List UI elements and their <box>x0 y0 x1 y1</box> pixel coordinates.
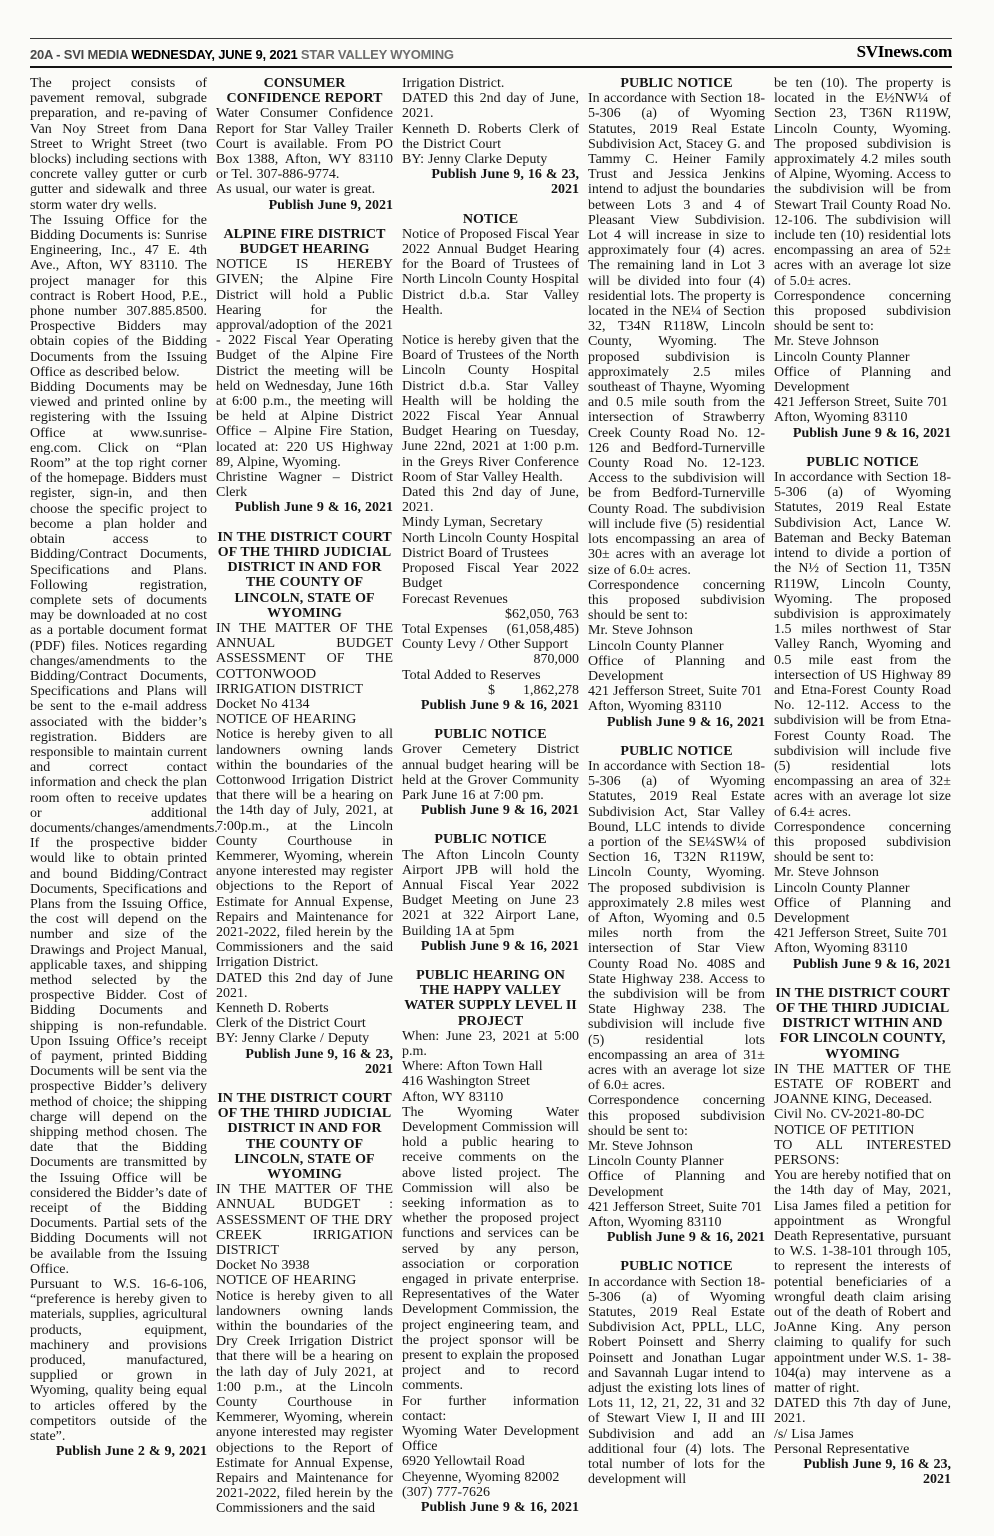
notice-paragraph: In accordance with Section 18-5-306 (a) of Wyoming Statutes, 2019 Real Estate Subdivision Act, Star Valley Bound, LLC intends to divide a portion of the SE¼SW¼ of Section 16, T32N R119W, Lincoln County, Wyoming. The proposed subdivision is approximately 2.8 miles west of Afton, Wyoming and 0.5 miles north from the intersection of Star View County Road No. 408S and State Highway 238. Access to the subdivision will be from State Highway 238. The subdivision will include five (5) residential lots encompassing an area of 31± acres with an average lot size of 6.0± acres. <box>588 758 765 1094</box>
notice-paragraph: Docket No 3938 <box>216 1258 310 1274</box>
notice-paragraph: Forecast Revenues <box>402 591 508 607</box>
notice-paragraph: Kenneth D. Roberts Clerk of the District Court <box>402 121 579 152</box>
notice-paragraph: Dated this 2nd day of June, 2021. <box>402 485 579 516</box>
column-2 <box>216 76 393 1526</box>
notice-paragraph: The Afton Lincoln County Airport JPB will hold the Annual Fiscal Year 2022 Budget Meeting on June 23 2021 at 322 Airport Lane, Building 1A at 5pm <box>402 847 579 939</box>
publish-line: Publish June 9 & 16, 2021 <box>606 714 765 730</box>
notice-paragraph: BY: Jenny Clarke / Deputy <box>216 1031 370 1047</box>
notice-heading: IN THE DISTRICT COURT OF THE THIRD JUDICIAL DISTRICT WITHIN AND FOR LINCOLN COUNTY, WYOMING <box>775 985 950 1062</box>
notice-paragraph: Civil No. CV-2021-80-DC <box>774 1107 925 1123</box>
notice-paragraph: Notice is hereby given to all landowners owning lands within the boundaries of the Cottonwood Irrigation District that there will be a hearing on the 14th day of July, 2021, at 7:00p.m., at the Lincoln County Courthouse in Kemmerer, Wyoming, wherein anyone interested may register objections to the Report of Estimate for Annual Expense, Repairs and Maintenance for 2021-2022, filed herein by the Commissioners and the said Irrigation District. <box>216 727 393 971</box>
notice-heading: CONSUMER CONFIDENCE REPORT <box>226 76 383 107</box>
notice-paragraph: The project consists of pavement removal, subgrade preparation, and re-paving of Van Noy Street from Dana Street to Wright Street (two blocks) including sections with concrete valley gutter or curb gutter and sidewalk and three storm water dry wells. <box>30 76 207 213</box>
notice-paragraph: 421 Jefferson Street, Suite 701 <box>588 684 762 700</box>
notice-paragraph: NOTICE OF PETITION <box>774 1122 915 1138</box>
notice-paragraph: In accordance with Section 18-5-306 (a) of Wyoming Statutes, 2019 Real Estate Subdivision Act, PPLL, LLC, Robert Poinsett and Sherry Poinsett and Jonathan Lugar and Savannah Lugar intend to adjust the existing lots lines of Lots 11, 12, 21, 22, 31 and 32 of Stewart View I, II and III Subdivision and add an additional four (4) lots. The total number of lots for the development will <box>588 1274 765 1488</box>
notice-paragraph: Grover Cemetery District annual budget hearing will be held at the Grover Community Park June 16 at 7:00 pm. <box>402 742 579 803</box>
notice-paragraph: 421 Jefferson Street, Suite 701 <box>774 926 948 942</box>
notice-paragraph: Lincoln County Planner <box>588 1154 724 1170</box>
notice-paragraph: 6920 Yellowtail Road <box>402 1454 525 1470</box>
notice-paragraph: IN THE MATTER OF THE ANNUAL BUDGET : ASSESSMENT OF THE DRY CREEK IRRIGATION DISTRICT <box>216 1182 393 1259</box>
spacer <box>402 318 579 333</box>
notice-paragraph: Correspondence concerning this proposed subdivision should be sent to: <box>774 819 951 866</box>
notice-heading: PUBLIC NOTICE <box>806 454 919 470</box>
notice-paragraph: Correspondence concerning this proposed subdivision should be sent to: <box>774 288 951 335</box>
notice-paragraph: TO ALL INTERESTED PERSONS: <box>774 1137 951 1169</box>
notice-paragraph: Afton, Wyoming 83110 <box>774 410 908 426</box>
notice-paragraph: Lincoln County Planner <box>774 880 910 896</box>
notice-paragraph: Mr. Steve Johnson <box>588 623 693 639</box>
publish-line: Publish June 9, 16 & 23, 2021 <box>431 167 579 198</box>
notice-paragraph: The Issuing Office for the Bidding Documents is: Sunrise Engineering, Inc., 47 E. 4th Ave., Afton, WY 83110. The project manager for this contract is Robert Hood, P.E., phone number 307.885.8500. Prospective Bidders may obtain copies of the Bidding Documents from the Issuing Office as described below. <box>30 212 207 380</box>
notice-paragraph: DATED this 7th day of June, 2021. <box>774 1396 951 1427</box>
notice-paragraph: IN THE MATTER OF THE ESTATE OF ROBERT and JOANNE KING, Deceased. <box>774 1061 951 1108</box>
notice-paragraph: Notice is hereby given to all landowners owning lands within the boundaries of the Dry Creek Irrigation District that there will be a hearing on the lath day of July 2021, at 1:00 p.m., at the Lincoln County Courthouse in Kemmerer, Wyoming, wherein anyone interested may register objections to the Report of Estimate for Annual Expense, Repairs and Maintenance for 2021-2022, filed herein by the Commissioners and the said <box>216 1288 393 1517</box>
column-4 <box>588 76 765 1526</box>
notice-paragraph: For further information contact: <box>402 1393 579 1424</box>
notice-paragraph: When: June 23, 2021 at 5:00 p.m. <box>402 1028 579 1059</box>
notice-paragraph: Notice is hereby given that the Board of Trustees of the North Lincoln County Hospital District d.b.a. Star Valley Health will be holding the 2022 Fiscal Year Annual Budget Hearing on Tuesday, June 22nd, 2021 at 1:00 p.m. in the Greys River Conference Room of Star Valley Health. <box>402 333 579 485</box>
notice-paragraph: Office of Planning and Development <box>774 364 951 396</box>
publish-line: Publish June 9 & 16, 2021 <box>420 803 579 819</box>
masthead-left <box>30 47 454 62</box>
notice-paragraph: Christine Wagner – District Clerk <box>216 470 393 501</box>
notice-paragraph: Lincoln County Planner <box>774 349 910 365</box>
notice-paragraph: Water Consumer Confidence Report for Star Valley Trailer Court is available. From PO Box 1388, Afton, WY 83110 or Tel. 307-886-9774. <box>216 106 393 183</box>
notice-paragraph: 421 Jefferson Street, Suite 701 <box>588 1199 762 1215</box>
notice-paragraph: Personal Representative <box>774 1441 910 1457</box>
notice-paragraph: Lincoln County Planner <box>588 638 724 654</box>
notice-paragraph: 416 Washington Street <box>402 1074 530 1090</box>
masthead-date: WEDNESDAY, JUNE 9, 2021 <box>131 47 301 62</box>
notice-paragraph: Office of Planning and Development <box>588 1169 765 1200</box>
notice-paragraph: DATED this 2nd day of June 2021. <box>216 970 393 1001</box>
notice-paragraph: In accordance with Section 18-5-306 (a) of Wyoming Statutes, 2019 Real Estate Subdivision Act, Stacey G. and Tammy C. Heiner Family Trust and Jessica Jenkins intend to adjust the boundaries between Lots 3 and 4 of Pleasant View Subdivision. Lot 4 will increase in size to approximately four (4) acres. The remaining land in Lot 3 will be divided into four (4) residential lots. The property is located in the NE¼ of Section 32, T34N R118W, Lincoln County, Wyoming. The proposed subdivision is approximately 2.5 miles southeast of Thayne, Wyoming and 0.5 mile south from the intersection of Strawberry Creek County Road No. 12-126 and Bedford-Turnerville County Road No. 12-123. Access to the subdivision will be from Bedford-Turnerville County Road. The subdivision will include five (5) residential lots encompassing an area of 30± acres with an average lot size of 6.0± acres. <box>588 91 765 578</box>
publish-line: Publish June 2 & 9, 2021 <box>55 1444 207 1460</box>
publish-line: Publish June 9 & 16, 2021 <box>792 956 951 972</box>
notice-paragraph: Mr. Steve Johnson <box>774 865 879 881</box>
notice-paragraph: Afton, Wyoming 83110 <box>774 941 908 957</box>
notice-paragraph: Bidding Documents may be viewed and printed online by registering with the Issuing Office at www.sunrise-eng.com. Click on “Plan Room” at the top right corner of the homepage. Bidders must register, sign-in, and then choose the specific project to become a plan holder and obtain access to Bidding/Contract Documents, Specifications and Plans. Following registration, complete sets of documents may be downloaded at no cost as a portable document format (PDF) files. Notices regarding changes/amendments to the Bidding/Contract Documents, Specifications and Plans will be sent to the e-mail address associated with the bidder’s registration. Bidders are responsible to maintain current and correct contact information and check the plan room often to receive updates or additional documents/changes/amendments. If the prospective bidder would like to obtain printed and bound Bidding/Contract Documents, Specifications and Plans from the Issuing Office, the cost will depend on the number and size of the Drawings and Project Manual, applicable taxes, and shipping method selected by the prospective Bidder. Cost of Bidding Documents and shipping is non-refundable. Upon Issuing Office’s receipt of payment, printed Bidding Documents will be sent via the prospective Bidder’s delivery method of choice; the shipping charge will depend on the shipping method chosen. The date that the Bidding Documents are transmitted by the Issuing Office will be considered the Bidder’s date of receipt of the Bidding Documents. Partial sets of the Bidding Documents will not be available from the Issuing Office. <box>30 380 218 1277</box>
notice-paragraph: Kenneth D. Roberts <box>216 1000 329 1016</box>
notice-paragraph: 421 Jefferson Street, Suite 701 <box>774 395 948 411</box>
notice-paragraph: be ten (10). The property is located in the E½NW¼ of Section 23, T36N R119W, Lincoln County, Wyoming. The proposed subdivision is approximately 4.2 miles south of Alpine, Wyoming. Access to the subdivision will be from Stewart Trail County Road No. 12-106. The subdivision will include ten (10) residential lots encompassing an area of 52± acres with an average lot size of 5.0± acres. <box>774 76 951 289</box>
notice-paragraph: The Wyoming Water Development Commission will hold a public hearing to receive comments on the above listed project. The Commission will also be seeking information as to whether the proposed project functions and services can be served by any person, association or corporation engaged in private enterprise. Representatives of the Water Development Commission, the project engineering team, and the project sponsor will be present to explain the proposed project and to record comments. <box>402 1104 579 1394</box>
notice-paragraph: You are hereby notified that on the 14th day of May, 2021, Lisa James filed a petition for appointment as Wrongful Death Representative, pursuant to W.S. 1-38-101 through 105, to represent the interests of potential beneficiaries of a wrongful death claim arising out of the death of Robert and JoAnne King. Any person claiming to qualify for such appointment under W.S. 1- 38-104(a) may intervene as a matter of right. <box>774 1168 951 1397</box>
notice-paragraph: Afton, Wyoming 83110 <box>588 699 722 715</box>
notice-paragraph: Mr. Steve Johnson <box>588 1139 693 1155</box>
notices-columns <box>30 76 952 1526</box>
notice-paragraph: NOTICE OF HEARING <box>216 712 357 728</box>
notice-paragraph: Office of Planning and Development <box>588 653 765 684</box>
notice-paragraph: Correspondence concerning this proposed subdivision should be sent to: <box>588 1093 765 1139</box>
site-url: SVInews.com <box>856 42 952 61</box>
publish-line: Publish June 9 & 16, 2021 <box>234 500 393 516</box>
notice-paragraph: Mindy Lyman, Secretary <box>402 515 543 531</box>
amount-line: $ 1,862,278 <box>488 682 579 698</box>
notice-paragraph: Wyoming Water Development Office <box>402 1424 579 1455</box>
notice-paragraph: NOTICE IS HEREBY GIVEN; the Alpine Fire District will hold a Public Hearing for the approval/adoption of the 2021 - 2022 Fiscal Year Operating Budget of the Alpine Fire District the meeting will be held on Wednesday, June 16th at 6:00 p.m., the meeting will be held at Alpine District Office – Alpine Fire Station, located at: 220 US Highway 89, Alpine, Wyoming. <box>216 257 393 470</box>
notice-paragraph: Cheyenne, Wyoming 82002 <box>402 1469 560 1485</box>
column-5 <box>774 76 951 1526</box>
publish-line: Publish June 9 & 16, 2021 <box>606 1230 765 1246</box>
notice-paragraph: Afton, Wyoming 83110 <box>588 1215 722 1231</box>
publish-line: Publish June 9 & 16, 2021 <box>420 938 579 954</box>
notice-paragraph: Docket No 4134 <box>216 696 310 712</box>
notice-heading: PUBLIC NOTICE <box>620 1259 733 1275</box>
amount-line: $62,050, 763 <box>505 606 579 622</box>
notice-paragraph: Pursuant to W.S. 16-6-106, “preference is hereby given to materials, supplies, agricultural products, equipment, machinery and provisions produced, manufactured, supplied or grown in Wyoming, quality being equal to articles offered by the competitors outside of the state”. <box>30 1277 207 1445</box>
notice-paragraph: (307) 777-7626 <box>402 1484 490 1500</box>
notice-paragraph: BY: Jenny Clarke Deputy <box>402 152 548 168</box>
column-1 <box>30 76 218 1526</box>
notice-paragraph: /s/ Lisa James <box>774 1426 854 1442</box>
notice-heading: IN THE DISTRICT COURT OF THE THIRD JUDICIAL DISTRICT IN AND FOR THE COUNTY OF LINCOLN, STATE OF WYOMING <box>217 529 392 621</box>
notice-paragraph: Clerk of the District Court <box>216 1016 366 1032</box>
amount-value: (61,058,485) <box>506 621 579 637</box>
notice-heading: PUBLIC NOTICE <box>620 743 733 759</box>
publish-line: Publish June 9, 16 & 23, 2021 <box>245 1046 393 1077</box>
notice-paragraph: Proposed Fiscal Year 2022 Budget <box>402 561 579 592</box>
notice-paragraph: Total Added to Reserves <box>402 667 541 683</box>
notice-paragraph: Office of Planning and Development <box>774 895 951 926</box>
notice-paragraph: Irrigation District. <box>402 76 505 91</box>
notice-heading: PUBLIC NOTICE <box>620 76 733 91</box>
page-label: 20A - SVI MEDIA <box>30 47 132 62</box>
notice-heading: NOTICE <box>462 211 519 227</box>
notice-heading: ALPINE FIRE DISTRICT BUDGET HEARING <box>223 226 386 258</box>
publish-line: Publish June 9, 16 & 23, 2021 <box>803 1457 951 1488</box>
notice-paragraph: Correspondence concerning this proposed subdivision should be sent to: <box>588 577 765 624</box>
notice-paragraph: NOTICE OF HEARING <box>216 1273 357 1289</box>
masthead-location: STAR VALLEY WYOMING <box>300 47 454 62</box>
publish-line: Publish June 9, 2021 <box>268 197 393 213</box>
masthead <box>30 38 952 68</box>
notice-paragraph: In accordance with Section 18-5-306 (a) of Wyoming Statutes, 2019 Real Estate Subdivision Act, Lance W. Bateman and Becky Bateman intend to divide a portion of the N½ of Section 11, T35N R119W, Lincoln County, Wyoming. The proposed subdivision is approximately 1.5 miles northwest of Star Valley Ranch, Wyoming and 0.5 mile east from the intersection of US Highway 89 and Etna-Forest County Road No. 12-112. Access to the subdivision will be from Etna-Forest County Road. The subdivision will include five (5) residential lots encompassing an area of 32± acres with an average lot size of 6.4± acres. <box>774 470 951 820</box>
amount-label: Total Expenses <box>402 621 488 637</box>
publish-line: Publish June 9 & 16, 2021 <box>420 1500 579 1516</box>
publish-line: Publish June 9 & 16, 2021 <box>792 425 951 441</box>
notice-heading: PUBLIC NOTICE <box>434 832 547 848</box>
column-3 <box>402 76 579 1526</box>
notice-paragraph: DATED this 2nd day of June, 2021. <box>402 91 579 122</box>
notice-heading: PUBLIC NOTICE <box>434 727 547 743</box>
notice-paragraph: Notice of Proposed Fiscal Year 2022 Annual Budget Hearing for the Board of Trustees of North Lincoln County Hospital District d.b.a. Star Valley Health. <box>402 226 579 318</box>
amount-line: 870,000 <box>533 652 579 668</box>
notice-paragraph: Afton, WY 83110 <box>402 1089 504 1105</box>
notice-paragraph: North Lincoln County Hospital District Board of Trustees <box>402 530 579 561</box>
notice-paragraph: Mr. Steve Johnson <box>774 334 879 350</box>
amount-row <box>402 622 579 637</box>
notice-heading: PUBLIC HEARING ON THE HAPPY VALLEY WATER SUPPLY LEVEL II PROJECT <box>404 967 577 1029</box>
notice-paragraph: As usual, our water is great. <box>216 182 376 198</box>
notice-paragraph: County Levy / Other Support <box>402 637 569 653</box>
notice-paragraph: Where: Afton Town Hall <box>402 1059 543 1075</box>
publish-line: Publish June 9 & 16, 2021 <box>420 697 579 713</box>
notice-paragraph: IN THE MATTER OF THE ANNUAL BUDGET ASSESSMENT OF THE COTTONWOOD IRRIGATION DISTRICT <box>216 620 393 697</box>
notice-heading: IN THE DISTRICT COURT OF THE THIRD JUDICIAL DISTRICT IN AND FOR THE COUNTY OF LINCOLN, STATE OF WYOMING <box>217 1091 392 1183</box>
